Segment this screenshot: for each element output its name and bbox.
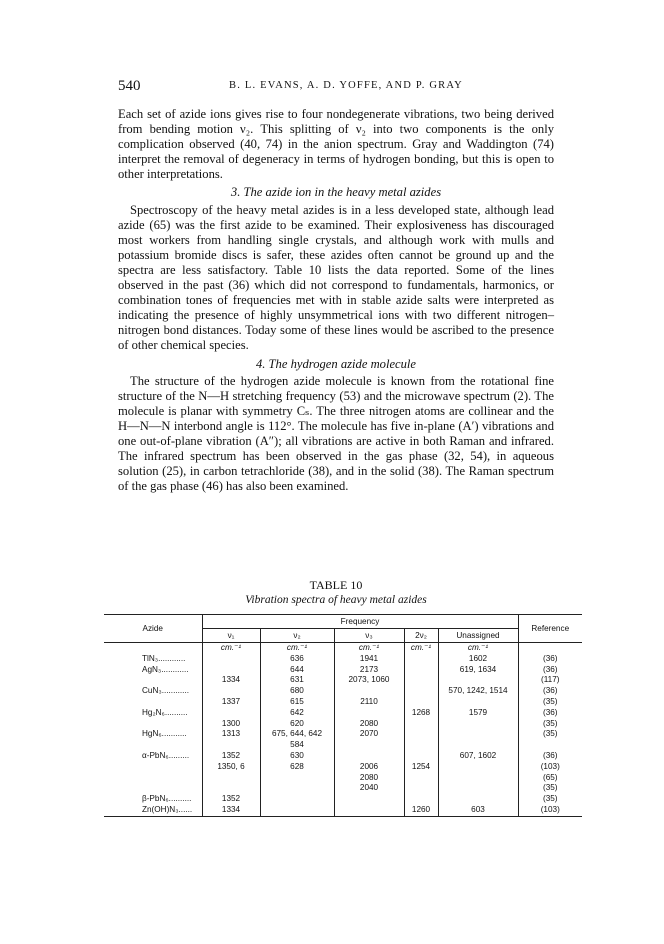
azide-header: Azide [104,615,202,643]
cell-v1 [202,654,260,665]
col-v1: ν₁ [202,629,260,643]
cell-v3: 2080 [334,719,404,730]
cell-azide: HgN₆........... [104,729,202,740]
cell-azide [104,773,202,784]
table-caption: Vibration spectra of heavy metal azides [245,594,427,606]
cell-v2x2 [404,719,438,730]
cell-unassigned [438,783,518,794]
cell-ref: (36) [542,707,558,717]
cell-unassigned [438,740,518,751]
cell-azide: Zn(OH)N₃...... [104,805,202,816]
cell-v2x2 [404,665,438,676]
cell-v3 [334,708,404,719]
table-row [104,654,582,665]
table-row [104,751,582,762]
cell-azide [104,740,202,751]
cell-azide: TlN₃............ [104,654,202,665]
cell-v2: 636 [260,654,334,665]
paragraph-2: Spectroscopy of the heavy metal azides is in a less developed state, although lead azide (65) was the first azide to be examined. Their explosiveness has discouraged most workers from handling single crystals, and although work with mulls and potassium bromide discs is safer, these azides often cannot be ground up and the spectra are less satisfactory. Table 10 lists the data reported. Some of the lines observed in the past (36) which did not correspond to fundamentals, harmonics, or combination tones of frequencies met with in stable azide salts were interpreted as indicating the presence of highly unsymmetrical ions with two different nitrogen–nitrogen bond distances. Today some of these lines would be ascribed to the presence of other chemical species. [118,202,554,353]
cell-azide: AgN₃............ [104,665,202,676]
table-row [104,762,582,773]
cell-azide: α-PbN₆......... [104,751,202,762]
cell-v2: 584 [260,740,334,751]
cell-azide [104,719,202,730]
cell-azide: β-PbN₆.......... [104,794,202,805]
cell-v1 [202,686,260,697]
cell-unassigned: 607, 1602 [438,751,518,762]
page-header [118,78,554,96]
cell-v2x2 [404,697,438,708]
page-number: 540 [118,78,141,94]
section-4-title: 4. The hydrogen azide molecule [255,356,417,371]
running-head: B. L. EVANS, A. D. YOFFE, AND P. GRAY [229,80,463,91]
cell-v3: 2173 [334,665,404,676]
cell-v1 [202,708,260,719]
cell-unassigned [438,719,518,730]
cell-v1: 1352 [202,751,260,762]
cell-v2: 644 [260,665,334,676]
cell-v2: 615 [260,697,334,708]
cell-v3: 1941 [334,654,404,665]
cell-azide [104,697,202,708]
cell-v3 [334,794,404,805]
cell-ref: (35) [542,729,558,739]
cell-v2x2: 1268 [404,708,438,719]
cell-v1 [202,665,260,676]
cell-v1 [202,773,260,784]
cell-v2 [260,773,334,784]
cell-v3 [334,740,404,751]
cell-v3: 2080 [334,773,404,784]
cell-v1: 1350, 6 [202,762,260,773]
cell-v3: 2040 [334,783,404,794]
cell-v1: 1300 [202,719,260,730]
cell-ref [518,740,582,751]
frequency-header: Frequency [202,615,518,629]
cell-azide [104,675,202,686]
cell-unassigned: 603 [438,805,518,816]
cell-v2: 628 [260,762,334,773]
table-title: TABLE 10 [309,578,363,592]
cell-v2x2 [404,686,438,697]
cell-ref: (36) [542,664,558,674]
cell-unassigned [438,762,518,773]
table-row [104,794,582,805]
azide-vibration-table [104,614,582,817]
col-v2: ν₂ [260,629,334,643]
table-row [104,805,582,816]
cell-v2 [260,805,334,816]
cell-azide: CuN₃............ [104,686,202,697]
cell-v2: 680 [260,686,334,697]
cell-azide [104,762,202,773]
cell-ref: (36) [542,653,558,663]
table-row [104,729,582,740]
cell-unassigned [438,697,518,708]
cell-unassigned [438,675,518,686]
table-row [104,740,582,751]
cell-v3 [334,751,404,762]
cell-ref: (35) [542,718,558,728]
cell-v2x2 [404,783,438,794]
cell-unassigned [438,729,518,740]
cell-v2x2 [404,773,438,784]
paragraph-3: The structure of the hydrogen azide molecule is known from the rotational fine structure of the N—H stretching frequency (53) and the microwave spectrum (2). The molecule is planar with symmetry Cₛ. The three nitrogen atoms are collinear and the H—N—N interbond angle is 112°. The molecule has five in-plane (A′) vibrations and one out-of-plane vibration (A″); all vibrations are active in both Raman and infrared. The infrared spectrum has been observed in the gas phase (32, 54), in aqueous solution (25), in carbon tetrachloride (38), and in the solid (38). The Raman spectrum of the gas phase (46) has also been examined. [118,373,554,494]
cell-unassigned: 619, 1634 [438,665,518,676]
cell-v2x2 [404,794,438,805]
table-row [104,783,582,794]
cell-v1: 1313 [202,729,260,740]
cell-azide [104,783,202,794]
table-row [104,719,582,730]
cell-v3: 2006 [334,762,404,773]
table-row [104,665,582,676]
cell-ref: (103) [518,805,582,816]
reference-header: Reference [518,615,582,643]
cell-unassigned [438,773,518,784]
cell-v2x2 [404,675,438,686]
cell-v1: 1334 [202,675,260,686]
cell-v2x2 [404,740,438,751]
body-text [118,107,554,494]
cell-v3: 2070 [334,729,404,740]
cell-v2x2 [404,729,438,740]
cell-unassigned: 1602 [438,654,518,665]
cell-v2x2: 1254 [404,762,438,773]
cell-v2 [260,783,334,794]
cell-unassigned: 1579 [438,708,518,719]
cell-unassigned [438,794,518,805]
unit-v2: cm.⁻¹ [260,643,334,654]
cell-v1 [202,783,260,794]
cell-v3 [334,686,404,697]
unit-v3: cm.⁻¹ [334,643,404,654]
cell-v2: 642 [260,708,334,719]
table-row [104,773,582,784]
unit-2v2: cm.⁻¹ [404,643,438,654]
cell-v2: 620 [260,719,334,730]
cell-v2 [260,794,334,805]
cell-ref: (65) [542,772,558,782]
cell-v2: 675, 644, 642 [260,729,334,740]
cell-ref: (35) [542,783,558,793]
col-2v2: 2ν₂ [404,629,438,643]
cell-v1: 1334 [202,805,260,816]
cell-v3 [334,805,404,816]
paragraph-1: Each set of azide ions gives rise to four nondegenerate vibrations, two being derived from bending motion ν₂. This splitting of ν₂ into two components is the only complication observed (40, 74) in the anion spectrum. Gray and Waddington (74) interpret the removal of degeneracy in terms of hydrogen bonding, but this is open to other interpretations. [118,107,554,182]
cell-ref: (117) [540,675,560,685]
cell-v2x2 [404,654,438,665]
cell-v2: 631 [260,675,334,686]
table-row [104,675,582,686]
cell-v1 [202,740,260,751]
cell-v2: 630 [260,751,334,762]
cell-ref: (36) [542,686,558,696]
cell-azide: Hg₂N₆.......... [104,708,202,719]
cell-ref: (36) [542,750,558,760]
cell-v3: 2073, 1060 [334,675,404,686]
col-v3: ν₃ [334,629,404,643]
cell-ref: (103) [540,761,560,771]
unit-unassigned: cm.⁻¹ [438,643,518,654]
table-row [104,686,582,697]
cell-ref: (35) [542,696,558,706]
cell-unassigned: 570, 1242, 1514 [438,686,518,697]
col-unassigned: Unassigned [438,629,518,643]
section-3-title: 3. The azide ion in the heavy metal azides [230,185,442,200]
table-row [104,697,582,708]
cell-ref: (35) [542,794,558,804]
cell-v1: 1352 [202,794,260,805]
cell-v1: 1337 [202,697,260,708]
table-row [104,708,582,719]
cell-v3: 2110 [334,697,404,708]
cell-v2x2: 1260 [404,805,438,816]
unit-v1: cm.⁻¹ [202,643,260,654]
cell-v2x2 [404,751,438,762]
